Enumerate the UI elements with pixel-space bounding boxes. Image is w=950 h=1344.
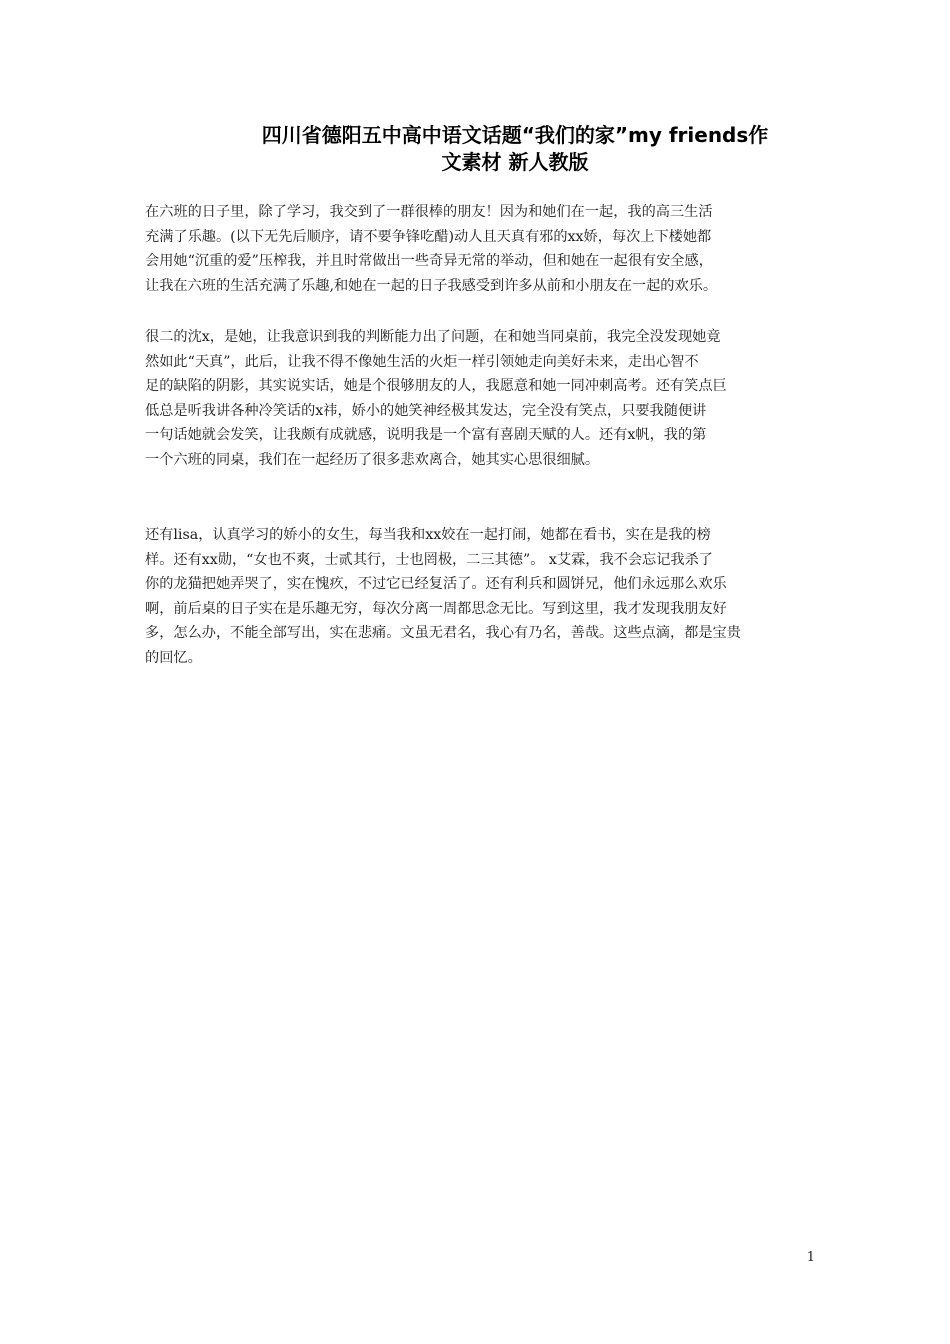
paragraph-line: 在六班的日子里，除了学习，我交到了一群很棒的朋友！因为和她们在一起，我的高三生活 xyxy=(145,204,713,220)
paragraph-line: 充满了乐趣。(以下无先后顺序，请不要争锋吃醋)动人且天真有邪的xx娇，每次上下楼她都 xyxy=(145,228,712,245)
paragraph-line: 低总是听我讲各种冷笑话的x祎，娇小的她笑神经极其发达，完全没有笑点，只要我随便讲 xyxy=(145,402,707,419)
paragraph-line: 一个六班的同桌，我们在一起经历了很多悲欢离合，她其实心思很细腻。 xyxy=(145,451,600,468)
title-line-1: 四川省德阳五中高中语文话题“我们的家”my friends作 xyxy=(261,123,769,147)
paragraph-line: 足的缺陷的阴影，其实说实话，她是个很够朋友的人，我愿意和她一同冲刺高考。还有笑点巨 xyxy=(145,378,727,394)
paragraph-line: 还有lisa，认真学习的娇小的女生，每当我和xx姣在一起打闹，她都在看书，实在是我的榜 xyxy=(145,527,711,543)
paragraph-line: 的回忆。 xyxy=(145,649,202,666)
paragraph-line: 会用她“沉重的爱”压榨我，并且时常做出一些奇异无常的举动，但和她在一起很有安全感， xyxy=(145,253,713,269)
paragraph-2 xyxy=(145,325,815,472)
paragraph-line: 啊，前后桌的日子实在是乐趣无穷，每次分离一周都思念无比。写到这里，我才发现我朋友好 xyxy=(145,600,727,617)
paragraph-line: 然如此“天真”，此后，让我不得不像她生活的火炬一样引领她走向美好未来，走出心智不 xyxy=(145,353,699,370)
paragraph-line: 你的龙猫把她弄哭了，实在愧疚，不过它已经复活了。还有利兵和圆饼兄，他们永远那么欢乐 xyxy=(145,576,727,592)
paragraph-1 xyxy=(145,200,815,298)
paragraph-line: 让我在六班的生活充满了乐趣,和她在一起的日子我感受到许多从前和小朋友在一起的欢乐。 xyxy=(145,277,718,294)
paragraph-line: 多，怎么办，不能全部写出，实在悲痛。文虽无君名，我心有乃名，善哉。这些点滴，都是宝贵 xyxy=(145,625,741,641)
page-number: 1 xyxy=(806,1250,815,1265)
paragraph-line: 样。还有xx勋，“女也不爽，士贰其行，士也罔极，二三其德”。 x艾霖，我不会忘记我杀了 xyxy=(145,551,713,568)
title-line-2: 文素材 新人教版 xyxy=(441,150,589,174)
paragraph-line: 一句话她就会发笑，让我颇有成就感，说明我是一个富有喜剧天赋的人。还有x帆，我的第 xyxy=(145,427,707,443)
paragraph-3 xyxy=(145,523,815,670)
document-title xyxy=(180,122,850,176)
paragraph-line: 很二的沈x，是她，让我意识到我的判断能力出了问题，在和她当同桌前，我完全没发现她竟 xyxy=(145,329,721,345)
